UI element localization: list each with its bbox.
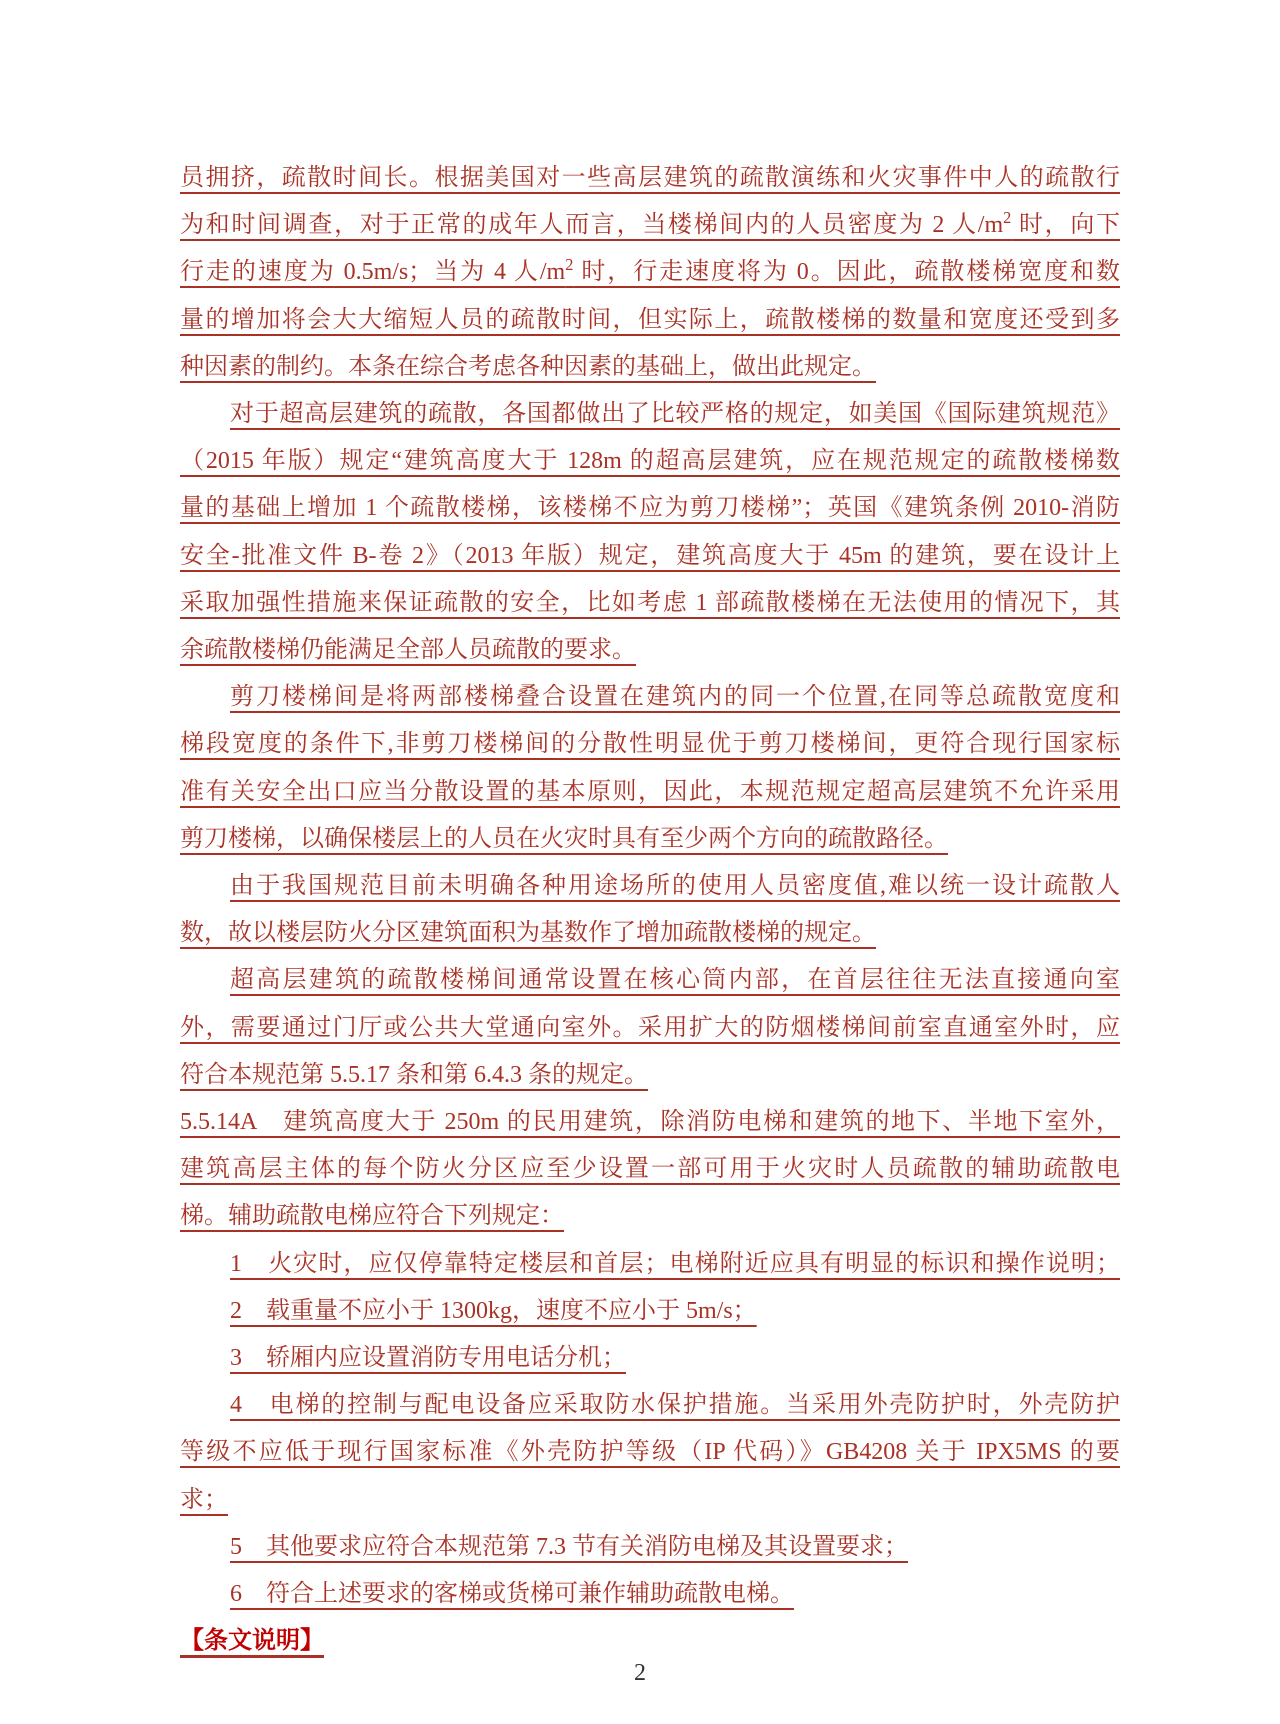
text-run: [230, 1298, 757, 1324]
text-run: [180, 307, 1120, 333]
text-run: [230, 873, 1120, 899]
text-segment: 剪刀楼梯，以确保楼层上的人员在火灾时具有至少两个方向的疏散路径。: [180, 825, 948, 852]
text-run: [180, 354, 876, 380]
text-run: [180, 448, 1120, 474]
text-line: [180, 721, 1120, 768]
text-segment: 5.5.14A 建筑高度大于 250m 的民用建筑，除消防电梯和建筑的地下、半地下室外，: [180, 1109, 1120, 1136]
text-segment: 对于超高层建筑的疏散，各国都做出了比较严格的规定，如美国《国际建筑规范》: [230, 401, 1120, 428]
text-segment: 梯段宽度的条件下,非剪刀楼梯间的分散性明显优于剪刀楼梯间，更符合现行国家标: [180, 731, 1120, 758]
text-line: [180, 1241, 1120, 1288]
text-segment: 数，故以楼层防火分区建筑面积为基数作了增加疏散楼梯的规定。: [180, 920, 876, 947]
text-run: [180, 495, 1120, 521]
text-segment: 量的基础上增加 1 个疏散楼梯，该楼梯不应为剪刀楼梯”；英国《建筑条例 2010-消防: [180, 495, 1120, 522]
text-run: [180, 1109, 1120, 1135]
text-segment: 准有关安全出口应当分散设置的基本原则，因此，本规范规定超高层建筑不允许采用: [180, 778, 1120, 805]
text-line: [180, 1335, 1120, 1382]
text-segment: 采取加强性措施来保证疏散的安全，比如考虑 1 部疏散楼梯在无法使用的情况下，其: [180, 589, 1120, 616]
text-line: [180, 1524, 1120, 1571]
text-run: [180, 731, 1120, 757]
text-run: [180, 637, 636, 663]
text-line: [180, 1571, 1120, 1618]
text-segment: 安全-批准文件 B-卷 2》（2013 年版）规定，建筑高度大于 45m 的建筑，要在设计上: [180, 542, 1120, 569]
text-segment: 行走的速度为 0.5m/s；当为 4 人/m: [180, 259, 566, 286]
text-line: [180, 297, 1120, 344]
text-segment: 等级不应低于现行国家标准《外壳防护等级（IP 代码）》GB4208 关于 IPX5MS 的要: [180, 1439, 1120, 1466]
text-line: [180, 1618, 1120, 1665]
text-segment: 时，向下: [1011, 212, 1121, 239]
text-run: [180, 1203, 564, 1229]
text-run: [180, 208, 1121, 239]
text-line: [180, 249, 1120, 296]
text-segment: 2 载重量不应小于 1300kg，速度不应小于 5m/s；: [230, 1297, 757, 1324]
text-line: [180, 957, 1120, 1004]
text-line: [180, 1005, 1120, 1052]
text-segment: 由于我国规范目前未明确各种用途场所的使用人员密度值,难以统一设计疏散人: [230, 873, 1120, 900]
text-line: [180, 863, 1120, 910]
text-segment: 求；: [180, 1486, 228, 1513]
superscript: 2: [1003, 208, 1012, 228]
text-run: [180, 165, 1120, 191]
text-run: [180, 1628, 324, 1654]
text-segment: 余疏散楼梯仍能满足全部人员疏散的要求。: [180, 637, 636, 664]
text-line: [180, 155, 1120, 202]
text-run: [230, 1392, 1120, 1418]
text-line: [180, 344, 1120, 391]
text-run: [230, 1534, 908, 1560]
text-line: [180, 1052, 1120, 1099]
text-segment: 超高层建筑的疏散楼梯间通常设置在核心筒内部，在首层往往无法直接通向室: [230, 967, 1120, 994]
text-line: [180, 1099, 1120, 1146]
superscript: 2: [565, 255, 574, 275]
text-run: [180, 590, 1120, 616]
text-line: [180, 485, 1120, 532]
text-line: [180, 769, 1120, 816]
text-line: [180, 627, 1120, 674]
text-segment: 符合本规范第 5.5.17 条和第 6.4.3 条的规定。: [180, 1061, 648, 1088]
text-segment: 3 轿厢内应设置消防专用电话分机；: [230, 1345, 626, 1372]
text-segment: 1 火灾时，应仅停靠特定楼层和首层；电梯附近应具有明显的标识和操作说明；: [230, 1250, 1120, 1277]
text-segment: 6 符合上述要求的客梯或货梯可兼作辅助疏散电梯。: [230, 1581, 794, 1608]
text-line: [180, 1477, 1120, 1524]
text-segment: 建筑高层主体的每个防火分区应至少设置一部可用于火灾时人员疏散的辅助疏散电: [180, 1156, 1120, 1183]
text-segment: 种因素的制约。本条在综合考虑各种因素的基础上，做出此规定。: [180, 353, 876, 380]
text-segment: 量的增加将会大大缩短人员的疏散时间，但实际上，疏散楼梯的数量和宽度还受到多: [180, 306, 1120, 333]
text-line: [180, 202, 1120, 249]
text-run: [180, 1015, 1120, 1041]
text-run: [230, 1581, 794, 1607]
text-run: [180, 1062, 648, 1088]
text-segment: 为和时间调查，对于正常的成年人而言，当楼梯间内的人员密度为 2 人/m: [180, 212, 1004, 239]
text-line: [180, 1193, 1120, 1240]
text-segment: 梯。辅助疏散电梯应符合下列规定：: [180, 1203, 564, 1230]
text-run: [180, 779, 1120, 805]
text-run: [230, 684, 1120, 710]
text-run: [180, 1156, 1120, 1182]
text-line: [180, 1146, 1120, 1193]
text-segment: 剪刀楼梯间是将两部楼梯叠合设置在建筑内的同一个位置,在同等总疏散宽度和: [230, 684, 1120, 711]
text-line: [180, 816, 1120, 863]
document-body: [180, 155, 1120, 1666]
text-run: [180, 1439, 1120, 1465]
text-run: [230, 967, 1120, 993]
text-segment: 员拥挤，疏散时间长。根据美国对一些高层建筑的疏散演练和火灾事件中人的疏散行: [180, 165, 1120, 191]
text-run: [180, 826, 948, 852]
text-segment: （2015 年版）规定“建筑高度大于 128m 的超高层建筑，应在规范规定的疏散楼梯数: [180, 448, 1120, 475]
text-run: [180, 1487, 228, 1513]
text-line: [180, 391, 1120, 438]
text-line: [180, 580, 1120, 627]
text-line: [180, 1288, 1120, 1335]
text-run: [230, 401, 1120, 427]
text-segment: 5 其他要求应符合本规范第 7.3 节有关消防电梯及其设置要求；: [230, 1533, 908, 1560]
text-run: [180, 543, 1120, 569]
text-line: [180, 1382, 1120, 1429]
text-line: [180, 533, 1120, 580]
text-line: [180, 1429, 1120, 1476]
text-line: [180, 674, 1120, 721]
text-segment: 外，需要通过门厅或公共大堂通向室外。采用扩大的防烟楼梯间前室直通室外时，应: [180, 1014, 1120, 1041]
text-line: [180, 438, 1120, 485]
text-line: [180, 910, 1120, 957]
page-number: 2: [634, 1660, 646, 1686]
text-run: [180, 920, 876, 946]
text-segment: 时，行走速度将为 0。因此，疏散楼梯宽度和数: [573, 259, 1121, 286]
text-segment: 4 电梯的控制与配电设备应采取防水保护措施。当采用外壳防护时，外壳防护: [230, 1392, 1120, 1419]
text-segment: 【条文说明】: [180, 1628, 324, 1655]
text-run: [230, 1345, 626, 1371]
text-run: [180, 255, 1121, 286]
text-run: [230, 1251, 1120, 1277]
